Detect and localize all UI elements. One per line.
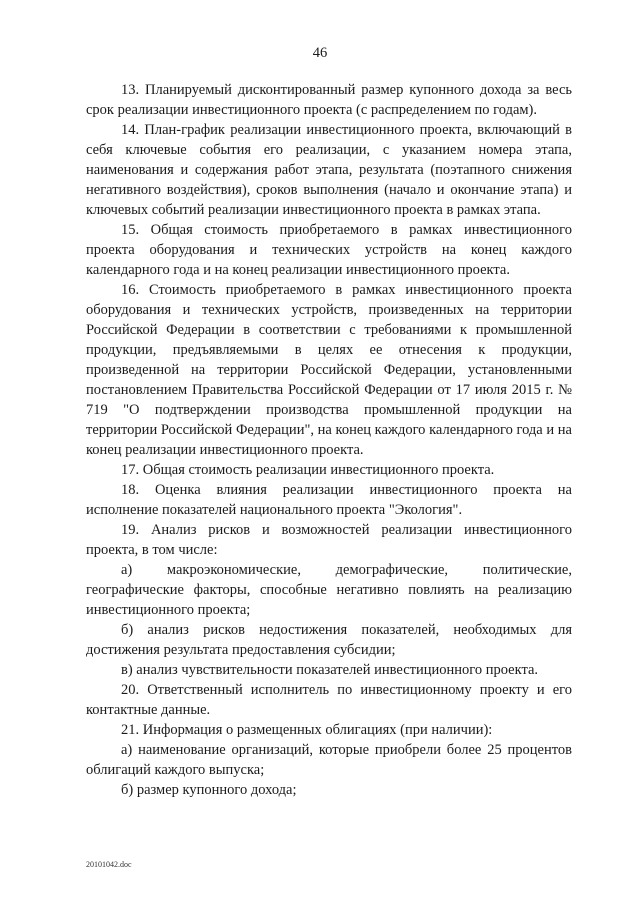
paragraph-21: 21. Информация о размещенных облигациях (при наличии): — [121, 722, 493, 738]
paragraph-18: 18. Оценка влияния реализации инвестиционного проекта на исполнение показателей национального проекта "Экология". — [86, 482, 572, 518]
paragraph-16: 16. Стоимость приобретаемого в рамках инвестиционного проекта оборудования и технических устройств, произведенных на территории Российской Федерации в соответствии с требованиями к промышленной продукции, предъявляемыми в целях ее отнесения к продукции, произведенной на территории Российской Федерации, установленными постановлением Правительства Российской Федерации от 17 июля 2015 г. № 719 "О подтверждении производства промышленной продукции на территории Российской Федерации", на конец каждого календарного года и на конец реализации инвестиционного проекта. — [86, 282, 572, 458]
paragraph-19: 19. Анализ рисков и возможностей реализации инвестиционного проекта, в том числе: — [86, 522, 572, 558]
paragraph-20: 20. Ответственный исполнитель по инвестиционному проекту и его контактные данные. — [86, 682, 572, 718]
paragraph-19-c: в) анализ чувствительности показателей инвестиционного проекта. — [121, 662, 539, 678]
paragraph-19-a: а) макроэкономические, демографические, политические, географические факторы, способные негативно повлиять на реализацию инвестиционного проекта; — [86, 562, 572, 618]
page-number: 46 — [312, 45, 328, 61]
paragraph-19-b: б) анализ рисков недостижения показателей, необходимых для достижения результата предоставления субсидии; — [86, 622, 572, 658]
paragraph-17: 17. Общая стоимость реализации инвестиционного проекта. — [121, 462, 495, 478]
paragraph-14: 14. План-график реализации инвестиционного проекта, включающий в себя ключевые события его реализации, с указанием номера этапа, наименования и содержания работ этапа, результата (поэтапного снижения негативного воздействия), сроков выполнения (начало и окончание этапа) и ключевых событий реализации инвестиционного проекта в рамках этапа. — [86, 122, 572, 218]
paragraph-21-b: б) размер купонного дохода; — [121, 782, 297, 798]
footer-file-name: 20101042.doc — [86, 860, 132, 869]
paragraph-13: 13. Планируемый дисконтированный размер купонного дохода за весь срок реализации инвестиционного проекта (с распределением по годам). — [86, 82, 572, 118]
paragraph-15: 15. Общая стоимость приобретаемого в рамках инвестиционного проекта оборудования и технических устройств на конец каждого календарного года и на конец реализации инвестиционного проекта. — [86, 222, 572, 278]
paragraph-21-a: а) наименование организаций, которые приобрели более 25 процентов облигаций каждого выпуска; — [86, 742, 572, 778]
document-body — [86, 80, 572, 800]
